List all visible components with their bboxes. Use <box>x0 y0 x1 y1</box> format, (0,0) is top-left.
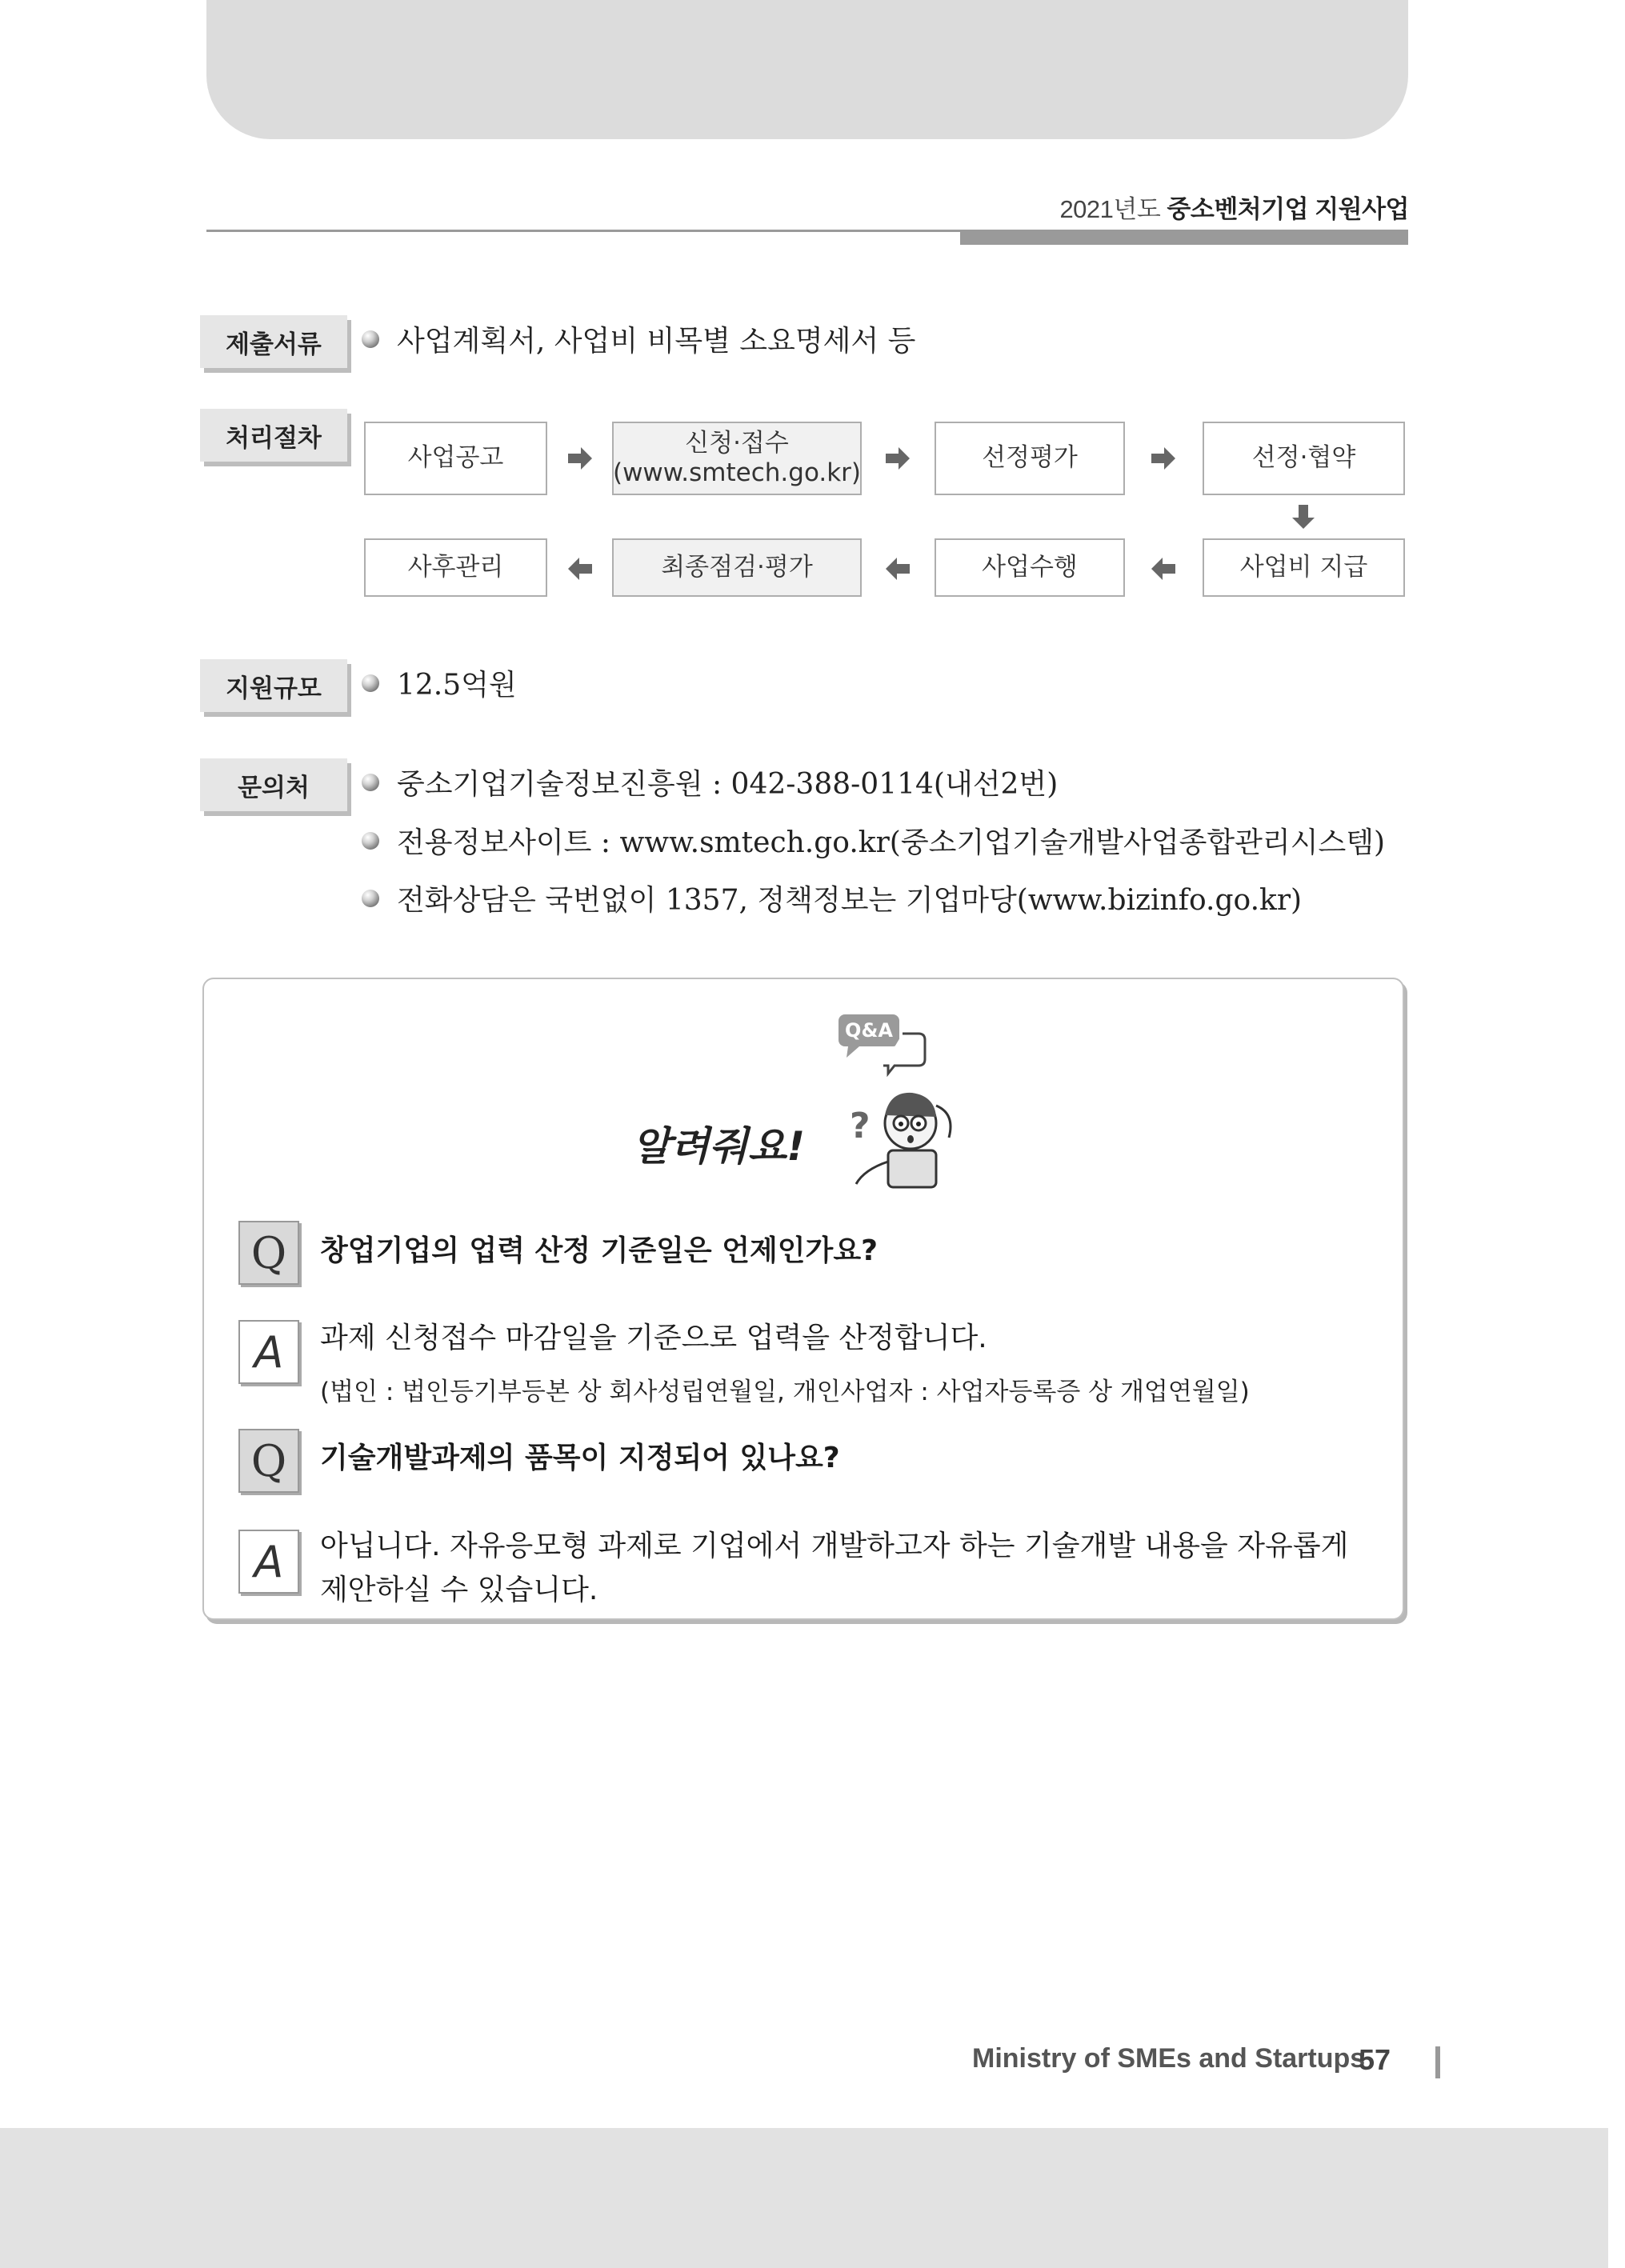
running-header <box>1059 189 1409 225</box>
arrow-left-icon <box>566 555 594 582</box>
svg-text:?: ? <box>850 1106 871 1146</box>
step-label: 선정평가 <box>982 443 1078 473</box>
answer-text: 아닙니다. 자유응모형 과제로 기업에서 개발하고자 하는 기술개발 내용을 자유롭게 <box>320 1530 1349 1562</box>
answer-note: (법인 : 법인등기부등본 상 회사성립연월일, 개인사업자 : 사업자등록증 상 개업연월일) <box>320 1378 1250 1406</box>
answer-text: 과제 신청접수 마감일을 기준으로 업력을 산정합니다. <box>320 1322 987 1354</box>
step-label: 사업비 지급 <box>1239 552 1368 582</box>
arrow-down-icon <box>1290 503 1317 530</box>
step-agreement <box>1203 422 1405 495</box>
footer-ministry: Ministry of SMEs and Startups <box>972 2043 1366 2074</box>
label-contact: 문의처 <box>200 758 347 811</box>
arrow-left-icon <box>1150 555 1177 582</box>
qa-title: 알려줘요! <box>632 1123 806 1170</box>
contact-item: 전용정보사이트 : www.smtech.go.kr(중소기업기술개발사업종합관리시스템) <box>397 826 1386 859</box>
step-funding <box>1203 538 1405 597</box>
arrow-right-icon <box>566 445 594 472</box>
label-documents: 제출서류 <box>200 315 347 368</box>
bullet-icon <box>362 774 379 791</box>
contact-item: 전화상담은 국번없이 1357, 정책정보는 기업마당(www.bizinfo.go.kr) <box>397 884 1303 917</box>
step-application <box>612 422 862 495</box>
qa-character-illustration <box>832 1010 968 1194</box>
question-text: 창업기업의 업력 산정 기준일은 언제인가요? <box>320 1234 878 1267</box>
answer-mark-box: A <box>238 1530 299 1594</box>
step-post-management <box>364 538 547 597</box>
contact-item: 중소기업기술정보진흥원 : 042-388-0114(내선2번) <box>397 768 1059 801</box>
answer-mark-box: A <box>238 1320 299 1384</box>
arrow-left-icon <box>884 555 911 582</box>
qa-badge-text: Q&A <box>845 1019 893 1042</box>
step-label: 사업수행 <box>982 552 1078 582</box>
top-tab-decoration <box>206 0 1408 139</box>
header-title: 중소벤처기업 지원사업 <box>1167 195 1409 223</box>
question-mark-box: Q <box>238 1221 299 1285</box>
step-evaluation <box>935 422 1125 495</box>
arrow-right-icon <box>884 445 911 472</box>
question-text: 기술개발과제의 품목이 지정되어 있나요? <box>320 1442 840 1474</box>
label-scale: 지원규모 <box>200 659 347 712</box>
step-execution <box>935 538 1125 597</box>
header-divider-accent <box>960 232 1408 245</box>
documents-text: 사업계획서, 사업비 비목별 소요명세서 등 <box>397 325 916 358</box>
bullet-icon <box>362 890 379 907</box>
step-label: 신청·접수 <box>685 428 789 458</box>
step-label: 사업공고 <box>407 443 504 473</box>
step-announcement <box>364 422 547 495</box>
step-label: 최종점검·평가 <box>661 552 813 582</box>
arrow-right-icon <box>1150 445 1177 472</box>
scale-text: 12.5억원 <box>397 669 517 702</box>
step-url: (www.smtech.go.kr) <box>612 458 862 487</box>
step-label: 선정·협약 <box>1251 443 1356 473</box>
bullet-icon <box>362 832 379 850</box>
question-mark-box: Q <box>238 1429 299 1493</box>
page-number: 57 <box>1359 2043 1391 2076</box>
bullet-icon <box>362 674 379 692</box>
answer-text-continued: 제안하실 수 있습니다. <box>320 1574 598 1606</box>
step-final-check <box>612 538 862 597</box>
bottom-band-decoration <box>0 2128 1608 2268</box>
label-procedure: 처리절차 <box>200 409 347 462</box>
footer-divider <box>1435 2046 1440 2078</box>
header-year: 2021년도 <box>1059 195 1161 223</box>
bullet-icon <box>362 330 379 348</box>
step-label: 사후관리 <box>407 552 504 582</box>
